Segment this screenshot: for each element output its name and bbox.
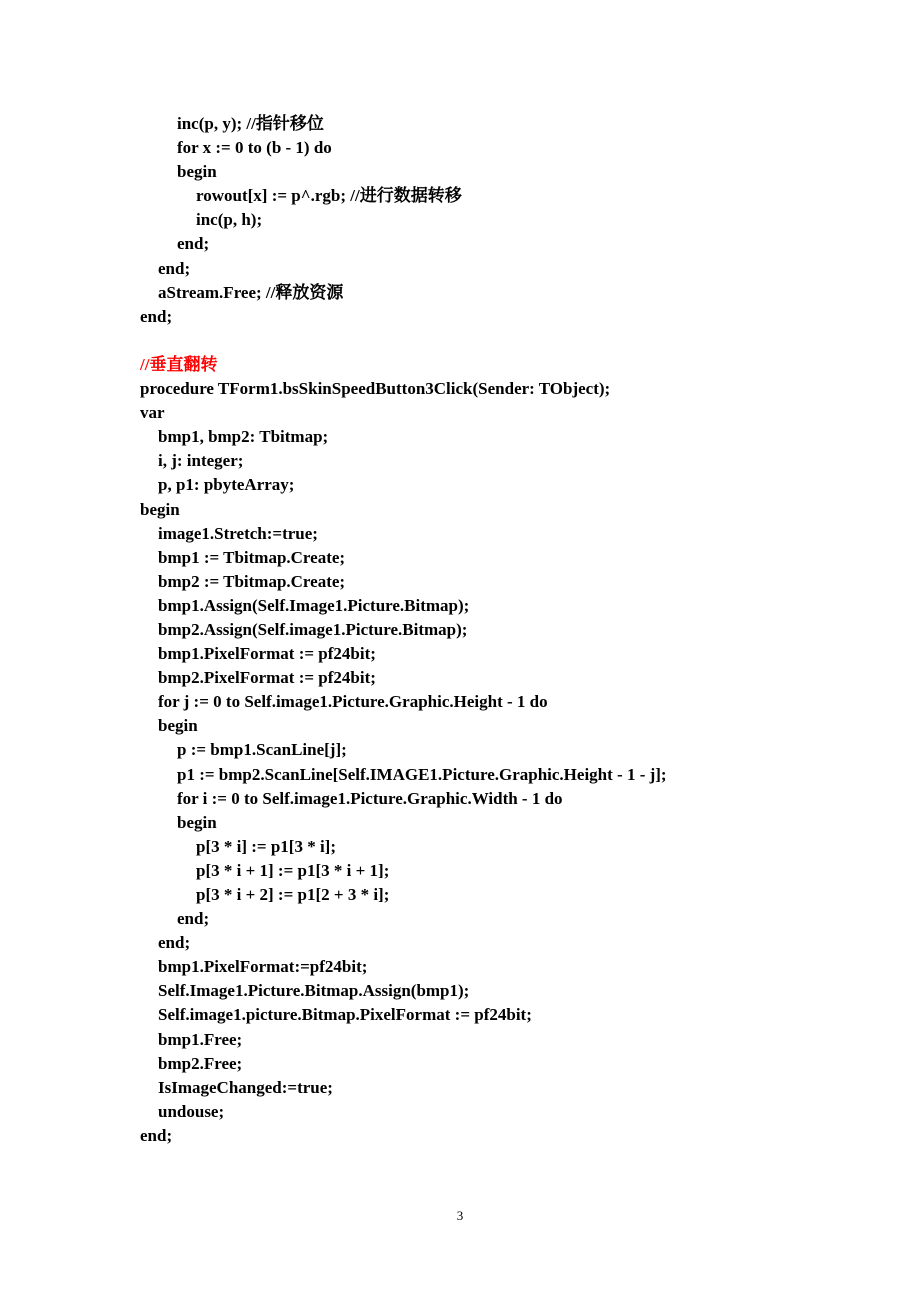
code-line: bmp1 := Tbitmap.Create; — [158, 547, 346, 567]
code-line: image1.Stretch:=true; — [158, 523, 318, 543]
code-line: p1 := bmp2.ScanLine[Self.IMAGE1.Picture.Graphic.Height - 1 - j]; — [177, 764, 667, 784]
code-line: IsImageChanged:=true; — [158, 1077, 333, 1097]
code-line: aStream.Free; //释放资源 — [158, 282, 344, 302]
code-line: var — [140, 403, 165, 423]
code-listing — [140, 112, 900, 1148]
code-line: bmp1.Free; — [158, 1029, 243, 1049]
code-line: Self.image1.picture.Bitmap.PixelFormat := pf24bit; — [158, 1005, 532, 1025]
code-line: bmp1.PixelFormat:=pf24bit; — [158, 957, 368, 977]
code-line: bmp2.Assign(Self.image1.Picture.Bitmap); — [158, 619, 468, 639]
code-line: for j := 0 to Self.image1.Picture.Graphic.Height - 1 do — [158, 692, 548, 712]
code-line: undouse; — [158, 1101, 225, 1121]
code-line: p[3 * i + 1] := p1[3 * i + 1]; — [196, 860, 390, 880]
code-line: bmp2.Free; — [158, 1053, 243, 1073]
code-line: bmp1.Assign(Self.Image1.Picture.Bitmap); — [158, 595, 470, 615]
code-line: end; — [158, 258, 191, 278]
code-line: end; — [140, 306, 173, 326]
blank-line — [140, 329, 900, 353]
code-line: end; — [177, 909, 210, 929]
code-line: Self.Image1.Picture.Bitmap.Assign(bmp1); — [158, 981, 470, 1001]
code-line: for x := 0 to (b - 1) do — [177, 138, 332, 158]
code-line: begin — [177, 812, 217, 832]
code-line: end; — [140, 1125, 173, 1145]
page-number: 3 — [456, 1208, 464, 1223]
code-line: p, p1: pbyteArray; — [158, 475, 295, 495]
code-line: i, j: integer; — [158, 451, 244, 471]
code-line: begin — [140, 499, 180, 519]
code-line: rowout[x] := p^.rgb; //进行数据转移 — [196, 186, 462, 206]
code-line: begin — [158, 716, 198, 736]
code-line: p[3 * i] := p1[3 * i]; — [196, 836, 337, 856]
code-line: inc(p, h); — [196, 210, 263, 230]
code-line: bmp2.PixelFormat := pf24bit; — [158, 668, 376, 688]
code-line: inc(p, y); //指针移位 — [177, 114, 324, 133]
code-line: p := bmp1.ScanLine[j]; — [177, 740, 347, 760]
code-line: begin — [177, 162, 217, 182]
section-heading-comment: //垂直翻转 — [140, 354, 218, 374]
code-line: end; — [158, 933, 191, 953]
code-line: p[3 * i + 2] := p1[2 + 3 * i]; — [196, 885, 390, 904]
code-line: for i := 0 to Self.image1.Picture.Graphic.Width - 1 do — [177, 788, 563, 808]
code-line: end; — [177, 234, 210, 254]
code-line: bmp1, bmp2: Tbitmap; — [158, 427, 329, 447]
code-line: procedure TForm1.bsSkinSpeedButton3Click(Sender: TObject); — [140, 379, 611, 399]
code-line: bmp1.PixelFormat := pf24bit; — [158, 644, 376, 664]
code-line: bmp2 := Tbitmap.Create; — [158, 571, 346, 591]
